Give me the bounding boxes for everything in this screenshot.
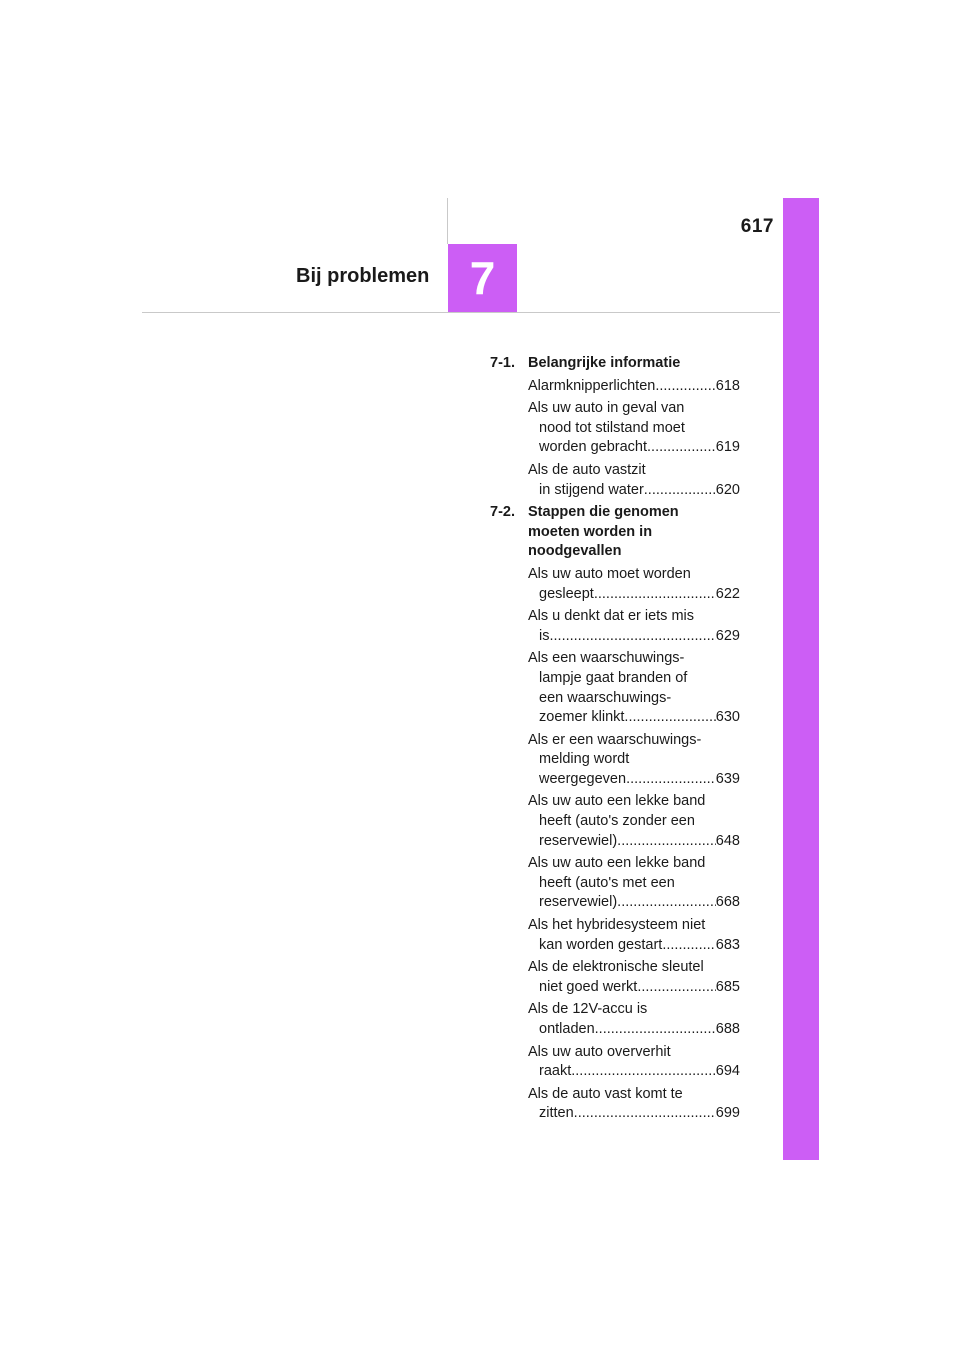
entry-label: ontladen: [539, 1021, 595, 1037]
dot-leader: [624, 708, 715, 728]
entry-page-number[interactable]: 622: [715, 585, 740, 602]
entry-page-number[interactable]: 619: [715, 439, 740, 456]
entry-label: reservewiel): [539, 894, 618, 911]
entry-page-number[interactable]: 620: [715, 481, 740, 498]
entry-leader-line: [528, 978, 740, 998]
entry-page-number[interactable]: 618: [715, 377, 740, 394]
entry-leader-line: [528, 936, 740, 956]
entry-line: een waarschuwings-: [539, 689, 672, 706]
toc-entry[interactable]: [528, 607, 740, 646]
toc-entry[interactable]: [528, 649, 740, 727]
entry-leader-line: [528, 1020, 740, 1040]
toc-entry[interactable]: [528, 1043, 740, 1082]
entry-leader-line: [528, 708, 740, 728]
entry-line: Als uw auto oververhit: [528, 1043, 671, 1060]
toc-entry[interactable]: [528, 854, 740, 913]
chapter-title: Bij problemen: [296, 265, 430, 287]
dot-leader: [626, 770, 716, 790]
dot-leader: [571, 1062, 716, 1082]
entry-line: Als de auto vastzit: [528, 461, 646, 478]
entry-line: Als uw auto moet worden: [528, 565, 691, 582]
toc-entry[interactable]: [528, 916, 740, 955]
entry-line: Als de 12V-accu is: [528, 1001, 648, 1018]
section-number: 7-1.: [490, 355, 515, 371]
entry-line: Als de elektronische sleutel: [528, 959, 704, 976]
section-heading: [490, 354, 740, 374]
entry-label: kan worden gestart: [539, 936, 663, 953]
header-divider: [142, 312, 780, 313]
dot-leader: [647, 438, 716, 458]
toc-entry[interactable]: [528, 377, 740, 397]
toc-entry[interactable]: [528, 565, 740, 604]
entry-page-number[interactable]: 629: [715, 627, 740, 644]
dot-leader: [644, 481, 716, 501]
entry-label: Alarmknipperlichten: [528, 377, 656, 394]
entry-leader-line: [528, 377, 740, 397]
dot-leader: [594, 585, 716, 605]
entry-line: Als een waarschuwings-: [528, 650, 685, 667]
table-of-contents: [490, 354, 740, 1127]
entry-label: zitten: [539, 1105, 574, 1122]
entry-line: nood tot stilstand moet: [539, 419, 685, 436]
entry-leader-line: [528, 1104, 740, 1124]
toc-entry[interactable]: [528, 731, 740, 790]
entry-line: Als u denkt dat er iets mis: [528, 608, 695, 625]
entry-page-number[interactable]: 668: [715, 894, 740, 911]
chapter-number: 7: [469, 252, 496, 304]
entry-line: Als het hybridesysteem niet: [528, 917, 706, 934]
entry-line: melding wordt: [539, 751, 630, 768]
entry-line: heeft (auto's met een: [539, 874, 675, 891]
entry-page-number[interactable]: 630: [715, 709, 740, 726]
dot-leader: [617, 893, 716, 913]
section-number: 7-2.: [490, 504, 515, 521]
entry-page-number[interactable]: 685: [715, 978, 740, 995]
entry-label: worden gebracht: [539, 439, 648, 456]
entry-page-number[interactable]: 648: [715, 832, 740, 849]
page-number: 617: [740, 216, 774, 237]
entry-label: in stijgend water: [539, 481, 644, 498]
chapter-side-tab: [783, 198, 819, 1160]
entry-leader-line: [528, 627, 740, 647]
section-heading: [490, 503, 740, 562]
toc-entry[interactable]: [528, 399, 740, 458]
entry-leader-line: [528, 438, 740, 458]
entry-leader-line: [528, 585, 740, 605]
entry-page-number[interactable]: 699: [715, 1105, 740, 1122]
section-title: Stappen die genomen moeten worden in noodgevallen: [528, 504, 679, 560]
entry-label: zoemer klinkt: [539, 709, 625, 726]
dot-leader: [595, 1020, 716, 1040]
entry-leader-line: [528, 481, 740, 501]
entry-line: Als uw auto een lekke band: [528, 793, 706, 810]
toc-entry[interactable]: [528, 958, 740, 997]
toc-section: [490, 503, 740, 1124]
entry-label: reservewiel): [539, 832, 618, 849]
entry-page-number[interactable]: 683: [715, 936, 740, 953]
entry-line: Als er een waarschuwings-: [528, 731, 702, 748]
dot-leader: [637, 978, 715, 998]
chapter-number-box: [448, 244, 517, 312]
entry-line: Als uw auto in geval van: [528, 400, 685, 417]
entry-label: gesleept: [539, 585, 594, 602]
entry-page-number[interactable]: 688: [715, 1021, 740, 1037]
entry-leader-line: [528, 770, 740, 790]
entry-leader-line: [528, 893, 740, 913]
entry-page-number[interactable]: 694: [715, 1063, 740, 1080]
dot-leader: [574, 1104, 716, 1124]
entry-line: Als de auto vast komt te: [528, 1085, 683, 1102]
dot-leader: [549, 627, 715, 647]
toc-entry[interactable]: [528, 461, 740, 500]
entry-label: raakt: [539, 1063, 572, 1080]
toc-entry[interactable]: [528, 1000, 740, 1039]
entry-page-number[interactable]: 639: [715, 770, 740, 787]
header-divider-vertical: [447, 198, 448, 244]
dot-leader: [655, 377, 715, 397]
entry-leader-line: [528, 832, 740, 852]
entry-label: is: [539, 627, 550, 644]
entry-line: Als uw auto een lekke band: [528, 855, 706, 872]
toc-entry[interactable]: [528, 792, 740, 851]
entry-line: lampje gaat branden of: [539, 669, 688, 686]
section-title: Belangrijke informatie: [528, 355, 681, 371]
dot-leader: [617, 832, 716, 852]
entry-line: heeft (auto's zonder een: [539, 813, 695, 830]
entry-label: niet goed werkt: [539, 978, 638, 995]
toc-entry[interactable]: [528, 1085, 740, 1124]
entry-leader-line: [528, 1062, 740, 1082]
entry-label: weergegeven: [539, 770, 627, 787]
toc-section: [490, 354, 740, 500]
dot-leader: [662, 936, 715, 956]
